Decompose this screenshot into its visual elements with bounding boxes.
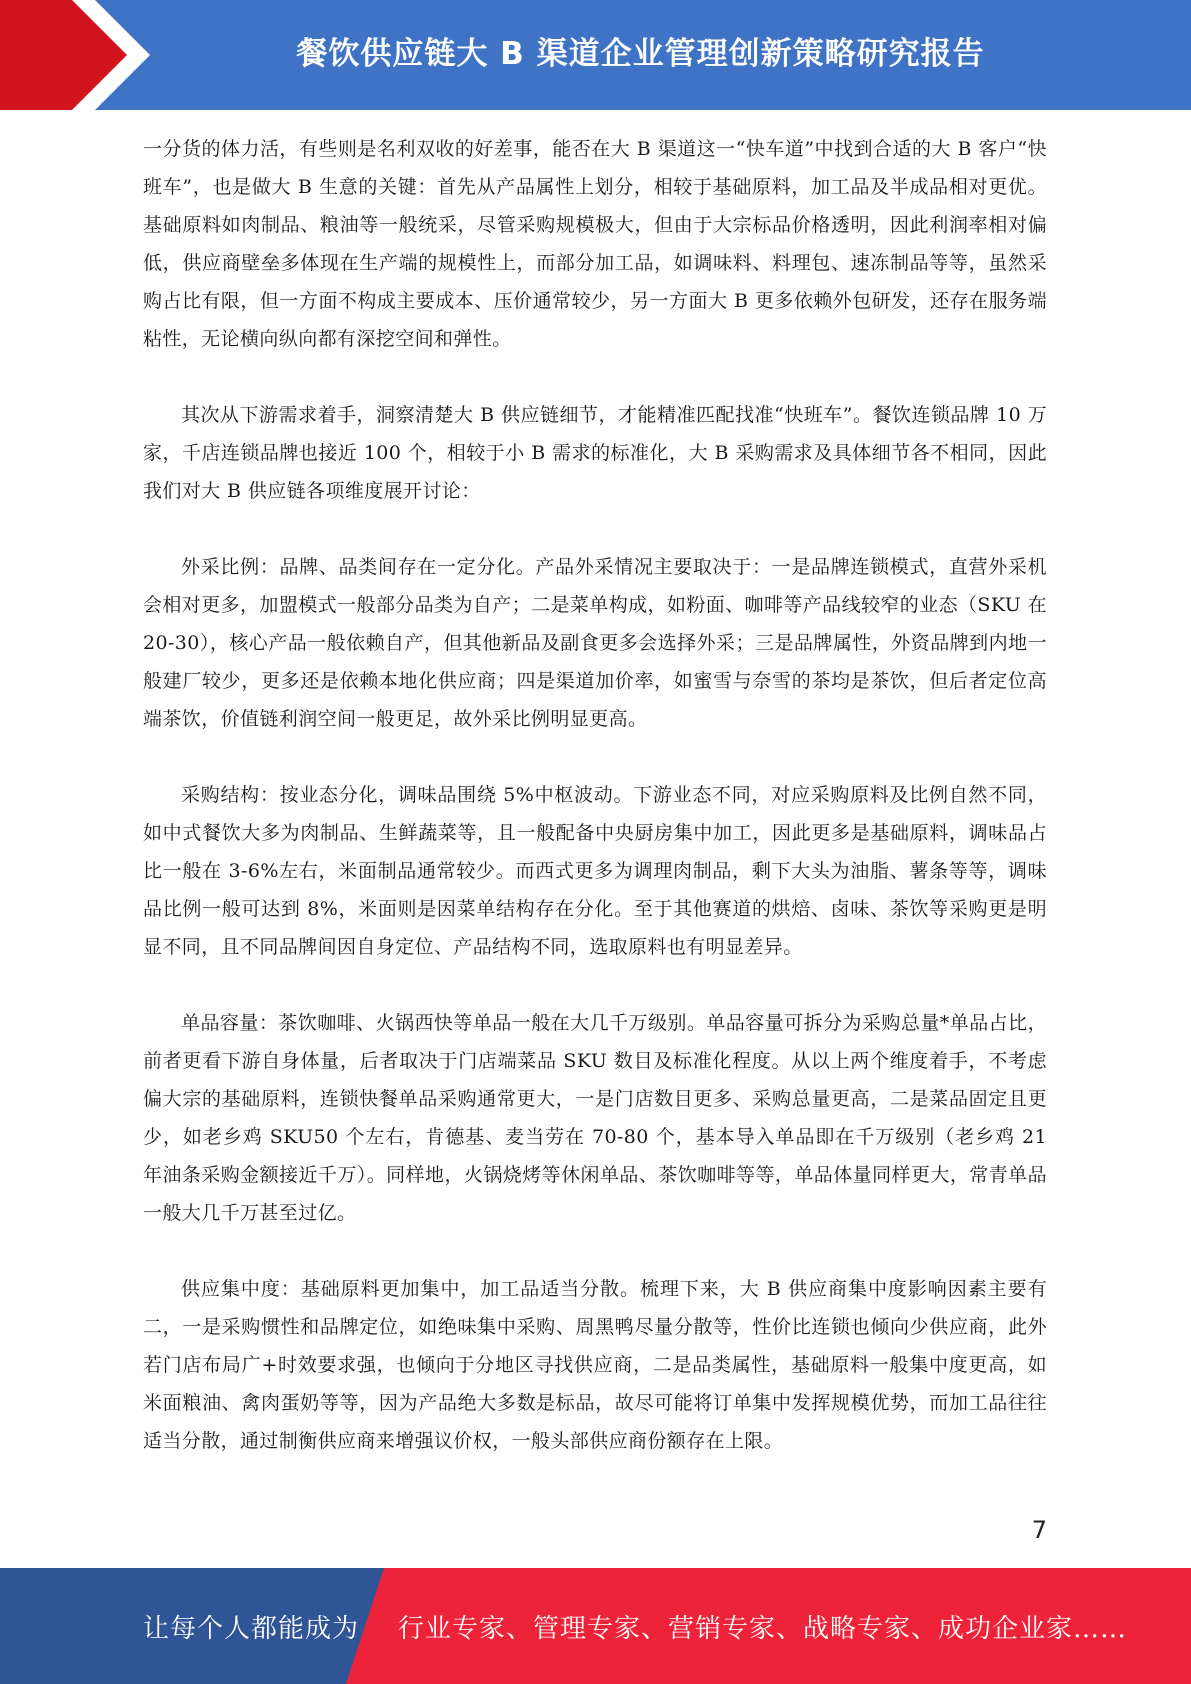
main-content — [143, 130, 1047, 1498]
page-number: 7 — [1031, 1516, 1047, 1544]
page-header — [0, 0, 1191, 110]
footer-slogan-right: 行业专家、管理专家、营销专家、战略专家、成功企业家…… — [398, 1613, 1128, 1644]
report-title: 餐饮供应链大 B 渠道企业管理创新策略研究报告 — [296, 35, 985, 72]
paragraph-item-capacity: 单品容量：茶饮咖啡、火锅西快等单品一般在大几千万级别。单品容量可拆分为采购总量*单品占比，前者更看下游自身体量，后者取决于门店端菜品 SKU 数目及标准化程度。从以上两个维度着手，不考虑偏大宗的基础原料，连锁快餐单品采购通常更大，一是门店数目更多、采购总量更高，二是菜品固定且更少，如老乡鸡 SKU50 个左右，肯德基、麦当劳在 70-80 个，基本导入单品即在千万级别（老乡鸡 21 年油条采购金额接近千万）。同样地，火锅烧烤等休闲单品、茶饮咖啡等等，单品体量同样更大，常青单品一般大几千万甚至过亿。 — [143, 1012, 1047, 1224]
paragraph-downstream-demand: 其次从下游需求着手，洞察清楚大 B 供应链细节，才能精准匹配找准“快班车”。餐饮连锁品牌 10 万家，千店连锁品牌也接近 100 个，相较于小 B 需求的标准化，大 B 采购需求及具体细节各不相同，因此我们对大 B 供应链各项维度展开讨论： — [143, 404, 1047, 502]
footer-slogan-left: 让每个人都能成为 — [143, 1613, 360, 1644]
paragraph-procurement-structure: 采购结构：按业态分化，调味品围绕 5%中枢波动。下游业态不同，对应采购原料及比例自然不同，如中式餐饮大多为肉制品、生鲜蔬菜等，且一般配备中央厨房集中加工，因此更多是基础原料，调味品占比一般在 3-6%左右，米面制品通常较少。而西式更多为调理肉制品，剩下大头为油脂、薯条等等，调味品比例一般可达到 8%，米面则是因菜单结构存在分化。至于其他赛道的烘焙、卤味、茶饮等采购更是明显不同，且不同品牌间因自身定位、产品结构不同，选取原料也有明显差异。 — [143, 784, 1047, 958]
chevron-arrow-icon — [0, 0, 160, 110]
page-footer — [0, 1568, 1191, 1684]
paragraph-continuation: 一分货的体力活，有些则是名利双收的好差事，能否在大 B 渠道这一“快车道”中找到合适的大 B 客户“快班车”，也是做大 B 生意的关键：首先从产品属性上划分，相较于基础原料，加工品及半成品相对更优。基础原料如肉制品、粮油等一般统采，尽管采购规模极大，但由于大宗标品价格透明，因此利润率相对偏低，供应商壁垒多体现在生产端的规模性上，而部分加工品，如调味料、料理包、速冻制品等等，虽然采购占比有限，但一方面不构成主要成本、压价通常较少，另一方面大 B 更多依赖外包研发，还存在服务端粘性，无论横向纵向都有深挖空间和弹性。 — [143, 138, 1047, 350]
paragraph-outsourcing-ratio: 外采比例：品牌、品类间存在一定分化。产品外采情况主要取决于：一是品牌连锁模式，直营外采机会相对更多，加盟模式一般部分品类为自产；二是菜单构成，如粉面、咖啡等产品线较窄的业态（SKU 在 20-30），核心产品一般依赖自产，但其他新品及副食更多会选择外采；三是品牌属性，外资品牌到内地一般建厂较少，更多还是依赖本地化供应商；四是渠道加价率，如蜜雪与奈雪的茶均是茶饮，但后者定位高端茶饮，价值链利润空间一般更足，故外采比例明显更高。 — [143, 556, 1047, 730]
paragraph-supply-concentration: 供应集中度：基础原料更加集中，加工品适当分散。梳理下来，大 B 供应商集中度影响因素主要有二，一是采购惯性和品牌定位，如绝味集中采购、周黑鸭尽量分散等，性价比连锁也倾向少供应商，此外若门店布局广+时效要求强，也倾向于分地区寻找供应商，二是品类属性，基础原料一般集中度更高，如米面粮油、禽肉蛋奶等等，因为产品绝大多数是标品，故尽可能将订单集中发挥规模优势，而加工品往往适当分散，通过制衡供应商来增强议价权，一般头部供应商份额存在上限。 — [143, 1278, 1047, 1452]
